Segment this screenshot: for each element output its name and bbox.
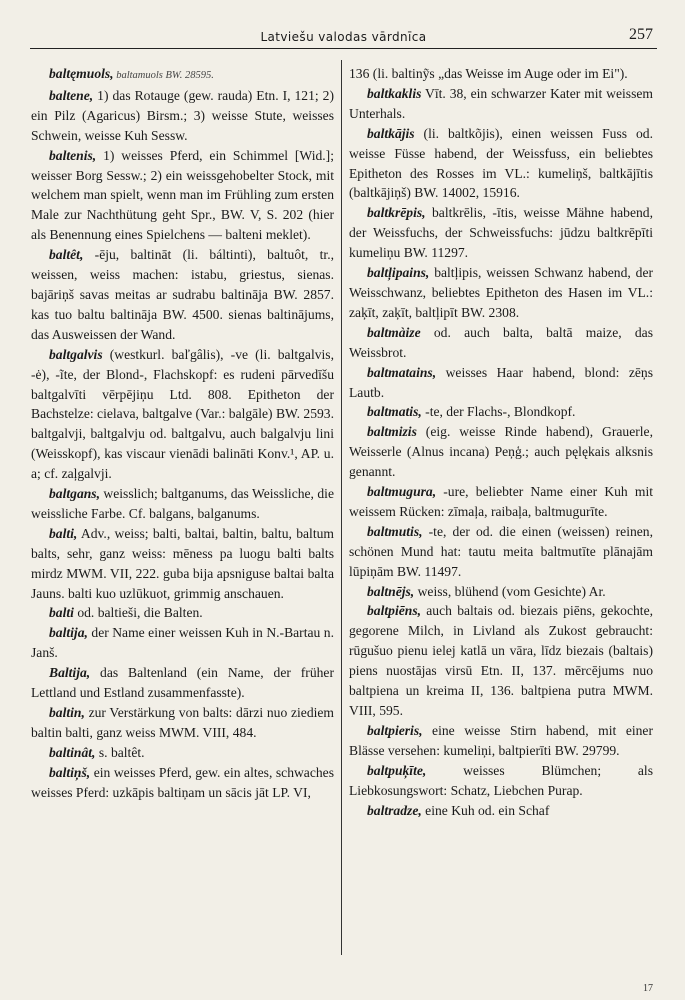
entry-definition: das Baltenland (ein Name, der früher Lettland und Estland zusammenfasste).: [31, 665, 334, 701]
entry-definition: 1) weisses Pferd, ein Schimmel [Wid.]; weisser Borg Sessw.; 2) ein weissgehobelter Stock, mit welchem man spielt, wenn man im Frühling zum ersten Male zur Nachthütung geht Spr., BW. V, S. 202 (hier als Benennung eines Spielchens — balteni meklet).: [31, 147, 334, 243]
entry-headword: baltiņš,: [49, 764, 91, 780]
dictionary-entry: [349, 801, 653, 821]
entry-definition: od. baltieši, die Balten.: [73, 605, 203, 621]
entry-definition: auch baltais od. biezais piēns, gekochte, gegorene Milch, in Livland als Zukost gebraucht: rūgušuo pienu ielej katlā un vāra, līdz biezais (baltais) piens nuostājas virsū Etn. II, 137. mērcējums nuo baltpiena un kreima II, 136. baltpiena putra MWM. VIII, 595.: [349, 603, 653, 718]
dictionary-entry: [349, 402, 653, 422]
dictionary-entry: [31, 603, 334, 623]
dictionary-entry: [349, 124, 653, 204]
dictionary-entry: [31, 663, 334, 703]
left-column: [31, 64, 334, 960]
dictionary-entry: [31, 703, 334, 743]
entry-definition: eine Kuh od. ein Schaf: [421, 802, 550, 818]
dictionary-entry: [31, 146, 334, 246]
dictionary-entry: [349, 84, 653, 124]
entry-definition: -te, der od. die einen (weissen) reinen, schönen Mund hat: tautu meita baltmutīte plānajām lūpiņām BW. 11497.: [349, 523, 653, 579]
entry-definition: -te, der Flachs-, Blondkopf.: [421, 404, 576, 420]
entry-definition: weisses Blümchen; als Liebkosungswort: Schatz, Liebchen Purap.: [349, 762, 653, 798]
entry-definition: -ure, beliebter Name einer Kuh mit weissem Rücken: zīmaļa, raibaļa, baltmugurīte.: [349, 484, 653, 519]
entry-headword: baltmatis,: [367, 404, 422, 420]
dictionary-entry: [349, 203, 653, 263]
entry-definition: (li. baltkõjis), einen weissen Fuss od. weisse Füsse habend, der Weissfuss, ein beliebtes Epitheton des Rosses im VL.: kumeliņš, baltkājītis (baltkājiņš) BW. 14002, 15916.: [349, 125, 653, 201]
dictionary-entry: [31, 345, 334, 484]
dictionary-entry: [349, 761, 653, 801]
entry-headword: baltmutis,: [367, 523, 423, 539]
entry-headword: Baltija,: [49, 665, 91, 681]
entry-headword: balti: [49, 605, 74, 621]
dictionary-entry: [31, 524, 334, 604]
entry-headword: baltmizis: [367, 424, 417, 440]
entry-definition: weisslich; baltganums, das Weissliche, die weissliche Farbe. Cf. balgans, balganums.: [31, 486, 334, 521]
entry-headword: baltmatains,: [367, 364, 437, 380]
dictionary-entry: [31, 743, 334, 763]
column-divider: [341, 60, 342, 955]
page-header: [30, 26, 657, 49]
entry-definition: (westkurl. baľgâlis), -ve (li. baltgalvis, -ė), -ĩte, der Blond-, Flachskopf: es rudeni pārvedīšu baltgalvīti vērpējiņu Ltd. 808. Epitheton der Bachstelze: cielava, baltgalve (Var.: balgāle) BW. 2593. baltgalvji, baltgalvju od. baltgalvu, auch balgalvju lini (Weisskopf), kas viscaur vienādi balināti Konv.¹, AP. u. a; cf. zaļgalvji.: [31, 346, 334, 482]
dictionary-entry: [349, 263, 653, 323]
entry-headword: balti,: [49, 525, 78, 541]
dictionary-entry: [349, 482, 653, 522]
dictionary-entry: [349, 601, 653, 720]
entry-headword: baltin,: [49, 705, 85, 720]
entry-definition: -ēju, baltināt (li. báltinti), baltuôt, tr., weissen, weiss machen: istabu, griestus, sienas. bajāriņš savas meitas ar sudrabu baltināja BW. 2857. kas tuo baltu baltināja BW. 4500. sienas baltinājums, das Ausweissen der Wand.: [31, 247, 334, 342]
dictionary-entry: [31, 763, 334, 803]
entry-headword: baltradze,: [367, 802, 422, 818]
entry-definition: baltamuols BW. 28595.: [113, 70, 214, 81]
dictionary-entry: [349, 363, 653, 403]
entry-headword: baltkaklis: [367, 85, 422, 101]
running-title: Latviešu valodas vārdnīca: [260, 30, 427, 44]
entry-definition: (eig. weisse Rinde habend), Grauerle, Weisserle (Alnus incana) Peņģ.; auch pęlękais alksnis genannt.: [349, 424, 653, 480]
page-number: 257: [629, 26, 653, 43]
dictionary-entry: [31, 484, 334, 524]
entry-headword: baltpieris,: [367, 722, 423, 738]
entry-headword: baltene,: [49, 87, 94, 103]
dictionary-entry: [349, 582, 653, 602]
dictionary-entry: [31, 64, 334, 86]
entry-headword: baltenis,: [49, 147, 97, 163]
entry-definition: Adv., weiss; balti, baltai, baltin, baltu, baltum balts, sehr, ganz weiss: mēness pa luogu balti balts mirdz MWM. VII, 222. guba bija apsniguse baltai balta Jauns. balti kuo uzlūkuot, grimmig anschauen.: [31, 525, 334, 601]
dictionary-entry: [31, 86, 334, 146]
entry-headword: baltļipains,: [367, 265, 430, 281]
dictionary-entry: [349, 721, 653, 761]
entry-definition: s. baltêt.: [95, 744, 145, 760]
dictionary-entry: [31, 623, 334, 663]
entry-definition: 1) das Rotauge (gew. rauda) Etn. I, 121; 2) ein Pilz (Agaricus) Birsm.; 3) weisse Stute, weisses Schwein, weisse Kuh Sessw.: [31, 87, 334, 143]
dictionary-entry: [349, 422, 653, 482]
entry-headword: baltkājis: [367, 125, 415, 141]
entry-definition: weiss, blühend (vom Gesichte) Ar.: [414, 583, 606, 599]
entry-headword: baltêt,: [49, 247, 84, 263]
entry-definition: ein weisses Pferd, gew. ein altes, schwaches weisses Pferd: uzkāpis baltiņam un sācis jāt LP. VI,: [31, 764, 334, 800]
entry-definition: zur Verstärkung von balts: dārzi nuo ziediem baltin balti, ganz weiss MWM. VIII, 484.: [31, 705, 334, 740]
entry-headword: baltgans,: [49, 486, 100, 502]
entry-headword: baltkrēpis,: [367, 205, 426, 221]
entry-headword: baltmugura,: [367, 484, 437, 500]
dictionary-entry: [349, 323, 653, 363]
entry-definition: baltkrēlis, -ītis, weisse Mähne habend, der Weissfuchs, der Schweissfuchs: jūdzu baltkrēpīti kumeliņu BW. 11297.: [349, 205, 653, 261]
dictionary-entry: [31, 245, 334, 345]
entry-headword: baltija,: [49, 625, 88, 641]
entry-definition: eine weisse Stirn habend, mit einer Blässe versehen: kumeliņi, baltpierīti BW. 29799.: [349, 722, 653, 758]
entry-definition: 136 (li. baltinỹs „das Weisse im Auge oder im Ei").: [349, 66, 628, 81]
entry-definition: weisses Haar habend, blond: zēņs Lautb.: [349, 364, 653, 400]
entry-headword: baltmàize: [367, 324, 421, 340]
right-column: [349, 64, 653, 960]
signature-mark: 17: [643, 983, 653, 994]
entry-definition: od. auch balta, baltā maize, das Weissbrot.: [349, 324, 653, 360]
entry-definition: der Name einer weissen Kuh in N.-Bartau n. Janš.: [31, 625, 334, 661]
entry-headword: baltęmuols,: [49, 66, 114, 81]
entry-definition: baltļipis, weissen Schwanz habend, der Weisschwanz, beliebtes Epitheton des Hasen im VL.: zaķīt, zaķīt, baltļipīt BW. 2308.: [349, 265, 653, 320]
entry-headword: baltgalvis: [49, 346, 103, 362]
entry-headword: baltpuķīte,: [367, 762, 427, 778]
entry-definition: Vīt. 38, ein schwarzer Kater mit weissem Unterhals.: [349, 85, 653, 121]
dictionary-entry: [349, 64, 653, 84]
entry-headword: baltnējs,: [367, 583, 415, 599]
entry-headword: baltpiēns,: [367, 603, 422, 619]
dictionary-entry: [349, 522, 653, 582]
entry-headword: baltinât,: [49, 744, 96, 760]
